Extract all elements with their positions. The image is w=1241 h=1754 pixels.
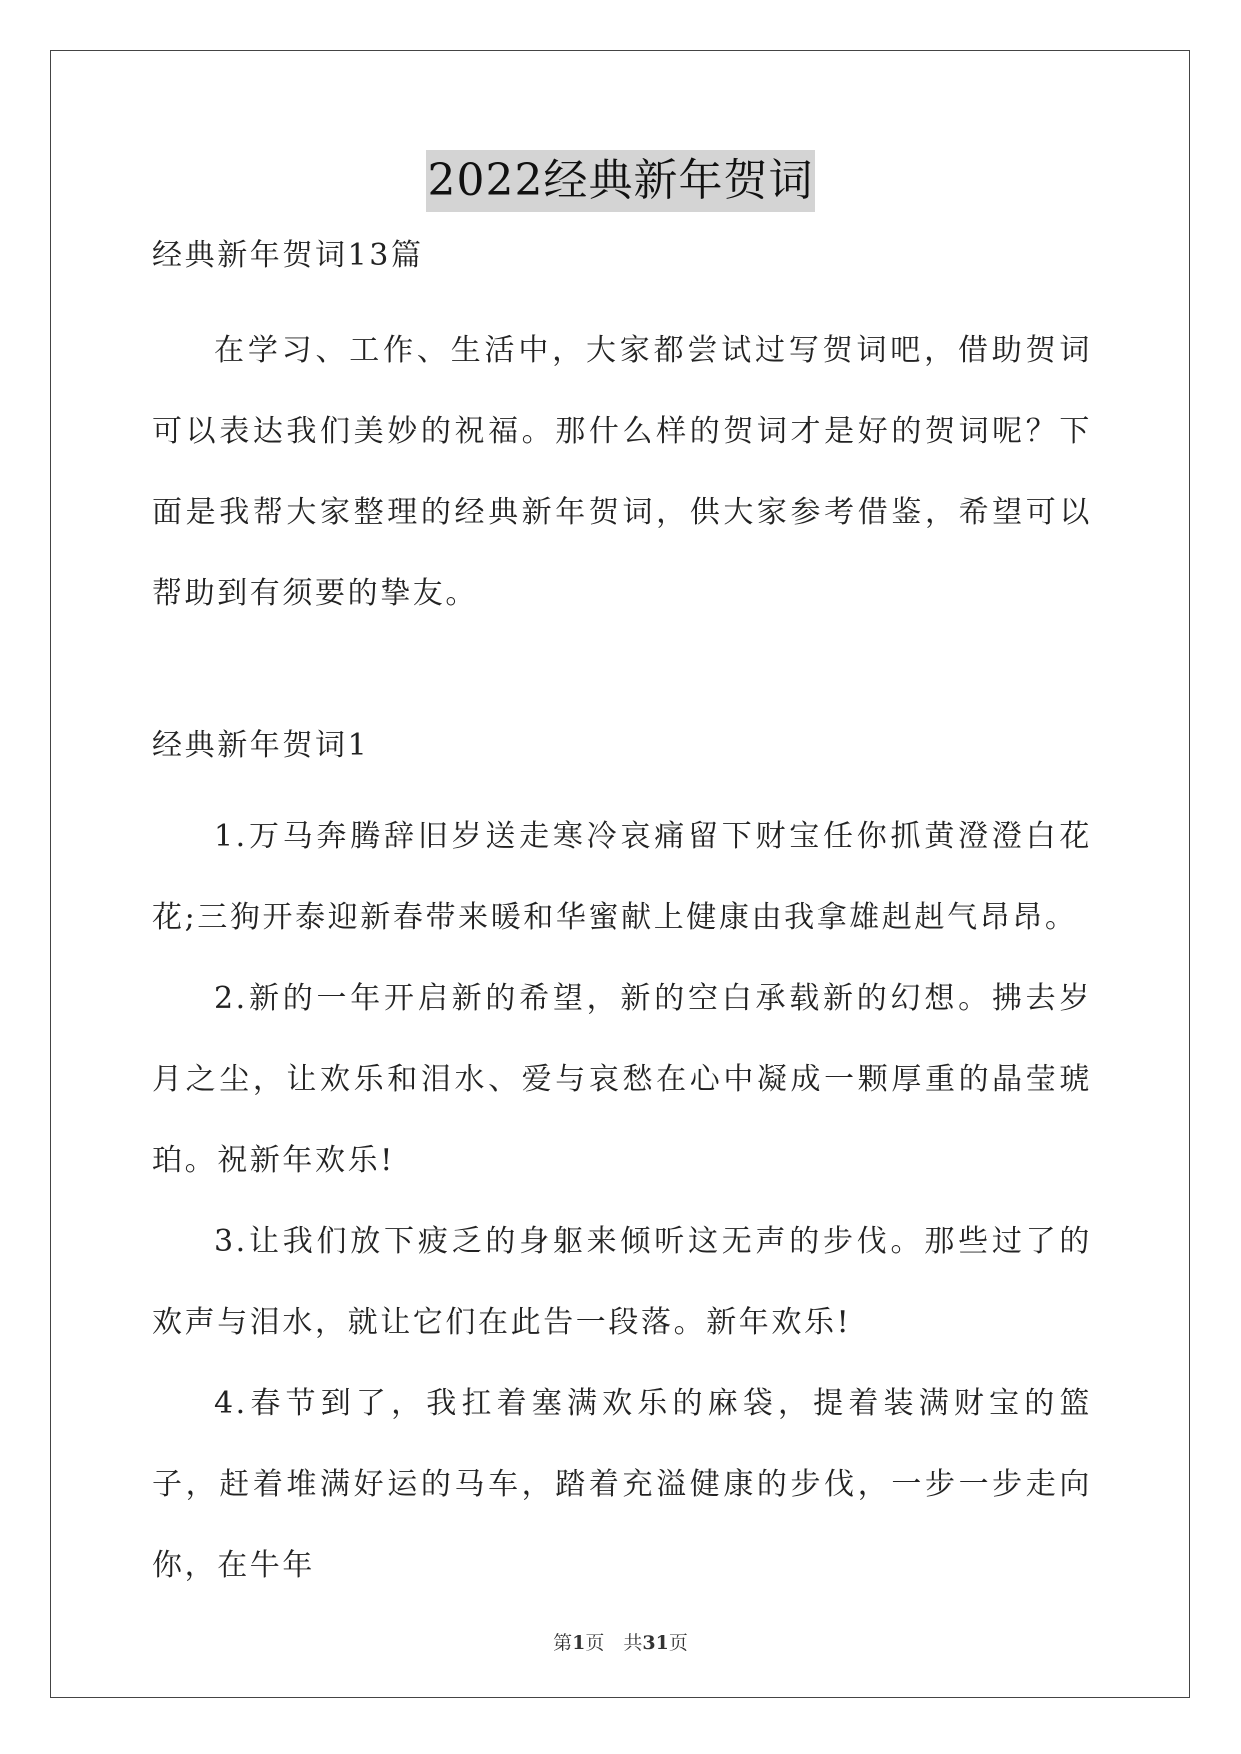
- document-body: [152, 236, 1092, 1606]
- page-mid: 页 共: [585, 1632, 643, 1654]
- page-suffix: 页: [668, 1632, 688, 1654]
- title-container: [0, 150, 1241, 212]
- greeting-item-3: 3.让我们放下疲乏的身躯来倾听这无声的步伐。那些过了的欢声与泪水，就让它们在此告一段落。新年欢乐!: [152, 1224, 1092, 1340]
- page-footer: [0, 1628, 1241, 1655]
- page-current: 1: [572, 1632, 586, 1654]
- document-subtitle: 经典新年贺词13篇: [152, 238, 424, 273]
- document-title: 2022经典新年贺词: [426, 150, 816, 212]
- page-total: 31: [642, 1632, 669, 1654]
- intro-paragraph: 在学习、工作、生活中，大家都尝试过写贺词吧，借助贺词可以表达我们美妙的祝福。那什么样的贺词才是好的贺词呢？下面是我帮大家整理的经典新年贺词，供大家参考借鉴，希望可以帮助到有须要的挚友。: [152, 333, 1092, 611]
- section-heading: 经典新年贺词1: [152, 728, 370, 763]
- greeting-item-2: 2.新的一年开启新的希望，新的空白承载新的幻想。拂去岁月之尘，让欢乐和泪水、爱与哀愁在心中凝成一颗厚重的晶莹琥珀。祝新年欢乐!: [152, 981, 1092, 1178]
- greeting-item-1: 1.万马奔腾辞旧岁送走寒冷哀痛留下财宝任你抓黄澄澄白花花;三狗开泰迎新春带来暖和华蜜献上健康由我拿雄赳赳气昂昂。: [152, 819, 1092, 935]
- greeting-item-4: 4.春节到了，我扛着塞满欢乐的麻袋，提着装满财宝的篮子，赶着堆满好运的马车，踏着充溢健康的步伐，一步一步走向你，在牛年: [152, 1386, 1092, 1583]
- page-prefix: 第: [553, 1632, 573, 1654]
